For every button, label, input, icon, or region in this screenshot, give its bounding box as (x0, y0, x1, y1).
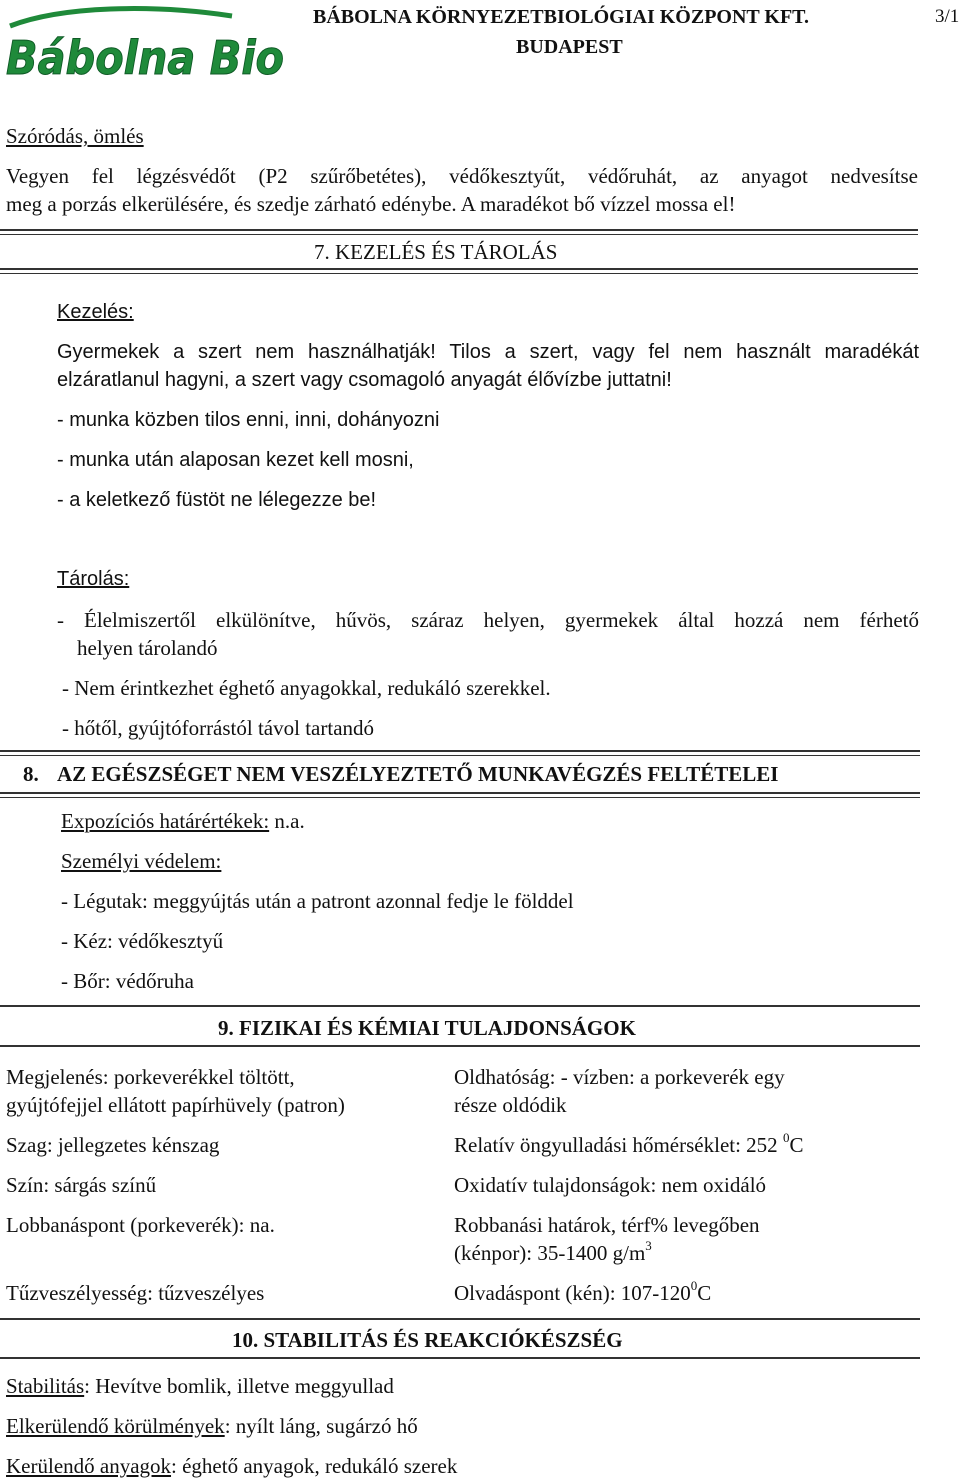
self-ignition-unit: C (789, 1133, 804, 1157)
explosion-limits-value: (kénpor): 35-1400 g/m (454, 1241, 646, 1265)
company-name: BÁBOLNA KÖRNYEZETBIOLÓGIAI KÖZPONT KFT. (313, 6, 810, 28)
section9-top-rule (0, 1005, 920, 1007)
materials-to-avoid-label: Kerülendő anyagok (6, 1454, 172, 1478)
section8-number: 8. (23, 762, 39, 786)
stability (6, 1374, 394, 1399)
explosion-limits-line2 (454, 1238, 652, 1266)
exposure-label: Expozíciós határértékek: (61, 809, 270, 833)
protection-item-1: - Légutak: meggyújtás után a patront azonnal fedje le földdel (61, 889, 574, 913)
stability-value: : Hevítve bomlik, illetve meggyullad (84, 1374, 394, 1398)
melting-point (454, 1278, 712, 1306)
exposure-limits (61, 809, 305, 834)
storage-item-1-line2: helyen tárolandó (77, 636, 218, 660)
solubility-line1: Oldhatóság: - vízben: a porkeverék egy (454, 1065, 785, 1089)
section8-bottom-rule (0, 792, 920, 798)
section7-bottom-rule (0, 268, 918, 274)
materials-to-avoid-value: : éghető anyagok, redukáló szerek (171, 1454, 458, 1478)
section10-top-rule (0, 1318, 920, 1320)
oxidizing-properties: Oxidatív tulajdonságok: nem oxidáló (454, 1173, 767, 1197)
solubility-line2: része oldódik (454, 1093, 567, 1117)
exposure-value: n.a. (269, 809, 305, 833)
protection-item-3: - Bőr: védőruha (61, 969, 194, 993)
personal-protection-label: Személyi védelem: (61, 849, 222, 873)
handling-label: Kezelés: (57, 301, 134, 323)
logo-text: Bábolna Bio (6, 31, 284, 80)
conditions-to-avoid (6, 1414, 418, 1439)
color-property: Szín: sárgás színű (6, 1173, 157, 1197)
storage-item-2: - Nem érintkezhet éghető anyagokkal, redukáló szerekkel. (62, 676, 551, 700)
page-number: 3/1 (935, 6, 960, 27)
self-ignition-temperature (454, 1130, 804, 1158)
handling-text-line1: Gyermekek a szert nem használhatják! Tilos a szert, vagy fel nem használt maradékát (57, 341, 919, 363)
section10-title: 10. STABILITÁS ÉS REAKCIÓKÉSZSÉG (232, 1328, 623, 1352)
self-ignition-text: Relatív öngyulladási hőmérséklet: 252 (454, 1133, 783, 1157)
section8-title: AZ EGÉSZSÉGET NEM VESZÉLYEZTETŐ MUNKAVÉGZÉS FELTÉTELEI (57, 762, 779, 786)
odor: Szag: jellegzetes kénszag (6, 1133, 220, 1157)
appearance-line1: Megjelenés: porkeverékkel töltött, (6, 1065, 295, 1089)
melting-point-unit: C (697, 1281, 712, 1305)
handling-item-1: - munka közben tilos enni, inni, dohányozni (57, 409, 440, 431)
explosion-limits-line1: Robbanási határok, térf% levegőben (454, 1213, 760, 1237)
company-city: BUDAPEST (516, 36, 623, 58)
conditions-to-avoid-value: : nyílt láng, sugárzó hő (224, 1414, 418, 1438)
storage-label: Tárolás: (57, 568, 130, 590)
section9-title: 9. FIZIKAI ÉS KÉMIAI TULAJDONSÁGOK (218, 1016, 636, 1040)
spill-text-line1: Vegyen fel légzésvédőt (P2 szűrőbetétes), védőkesztyűt, védőruhát, az anyagot nedvesítse (6, 164, 918, 188)
handling-item-3: - a keletkező füstöt ne lélegezze be! (57, 489, 377, 511)
conditions-to-avoid-label: Elkerülendő körülmények (6, 1414, 225, 1438)
section8-top-rule (0, 750, 920, 756)
flash-point: Lobbanáspont (porkeverék): na. (6, 1213, 275, 1237)
section7-title: 7. KEZELÉS ÉS TÁROLÁS (314, 240, 558, 264)
protection-item-2: - Kéz: védőkesztyű (61, 929, 224, 953)
handling-text-line2: elzáratlanul hagyni, a szert vagy csomagoló anyagát élővízbe juttatni! (57, 369, 672, 391)
fire-hazard: Tűzveszélyesség: tűzveszélyes (6, 1281, 265, 1305)
appearance-line2: gyújtófejjel ellátott papírhüvely (patron) (6, 1093, 345, 1117)
materials-to-avoid (6, 1454, 457, 1479)
self-ignition-degree: 0 (782, 1130, 790, 1145)
storage-item-1-line1: - Élelmiszertől elkülönítve, hűvös, száraz helyen, gyermekek által hozzá nem férhető (57, 608, 919, 632)
melting-point-text: Olvadáspont (kén): 107-120 (454, 1281, 691, 1305)
spill-heading: Szóródás, ömlés (6, 124, 144, 148)
stability-label: Stabilitás (6, 1374, 85, 1398)
company-logo (2, 4, 292, 80)
spill-text-line2: meg a porzás elkerülésére, és szedje zárható edénybe. A maradékot bő vízzel mossa el! (6, 192, 736, 216)
explosion-limits-exponent: 3 (645, 1238, 652, 1253)
logo-swoosh (10, 9, 232, 26)
storage-item-3: - hőtől, gyújtóforrástól távol tartandó (62, 716, 375, 740)
section9-bottom-rule (0, 1045, 920, 1047)
section7-top-rule (0, 229, 918, 235)
melting-point-degree: 0 (690, 1278, 698, 1293)
section10-bottom-rule (0, 1357, 920, 1359)
handling-item-2: - munka után alaposan kezet kell mosni, (57, 449, 414, 471)
